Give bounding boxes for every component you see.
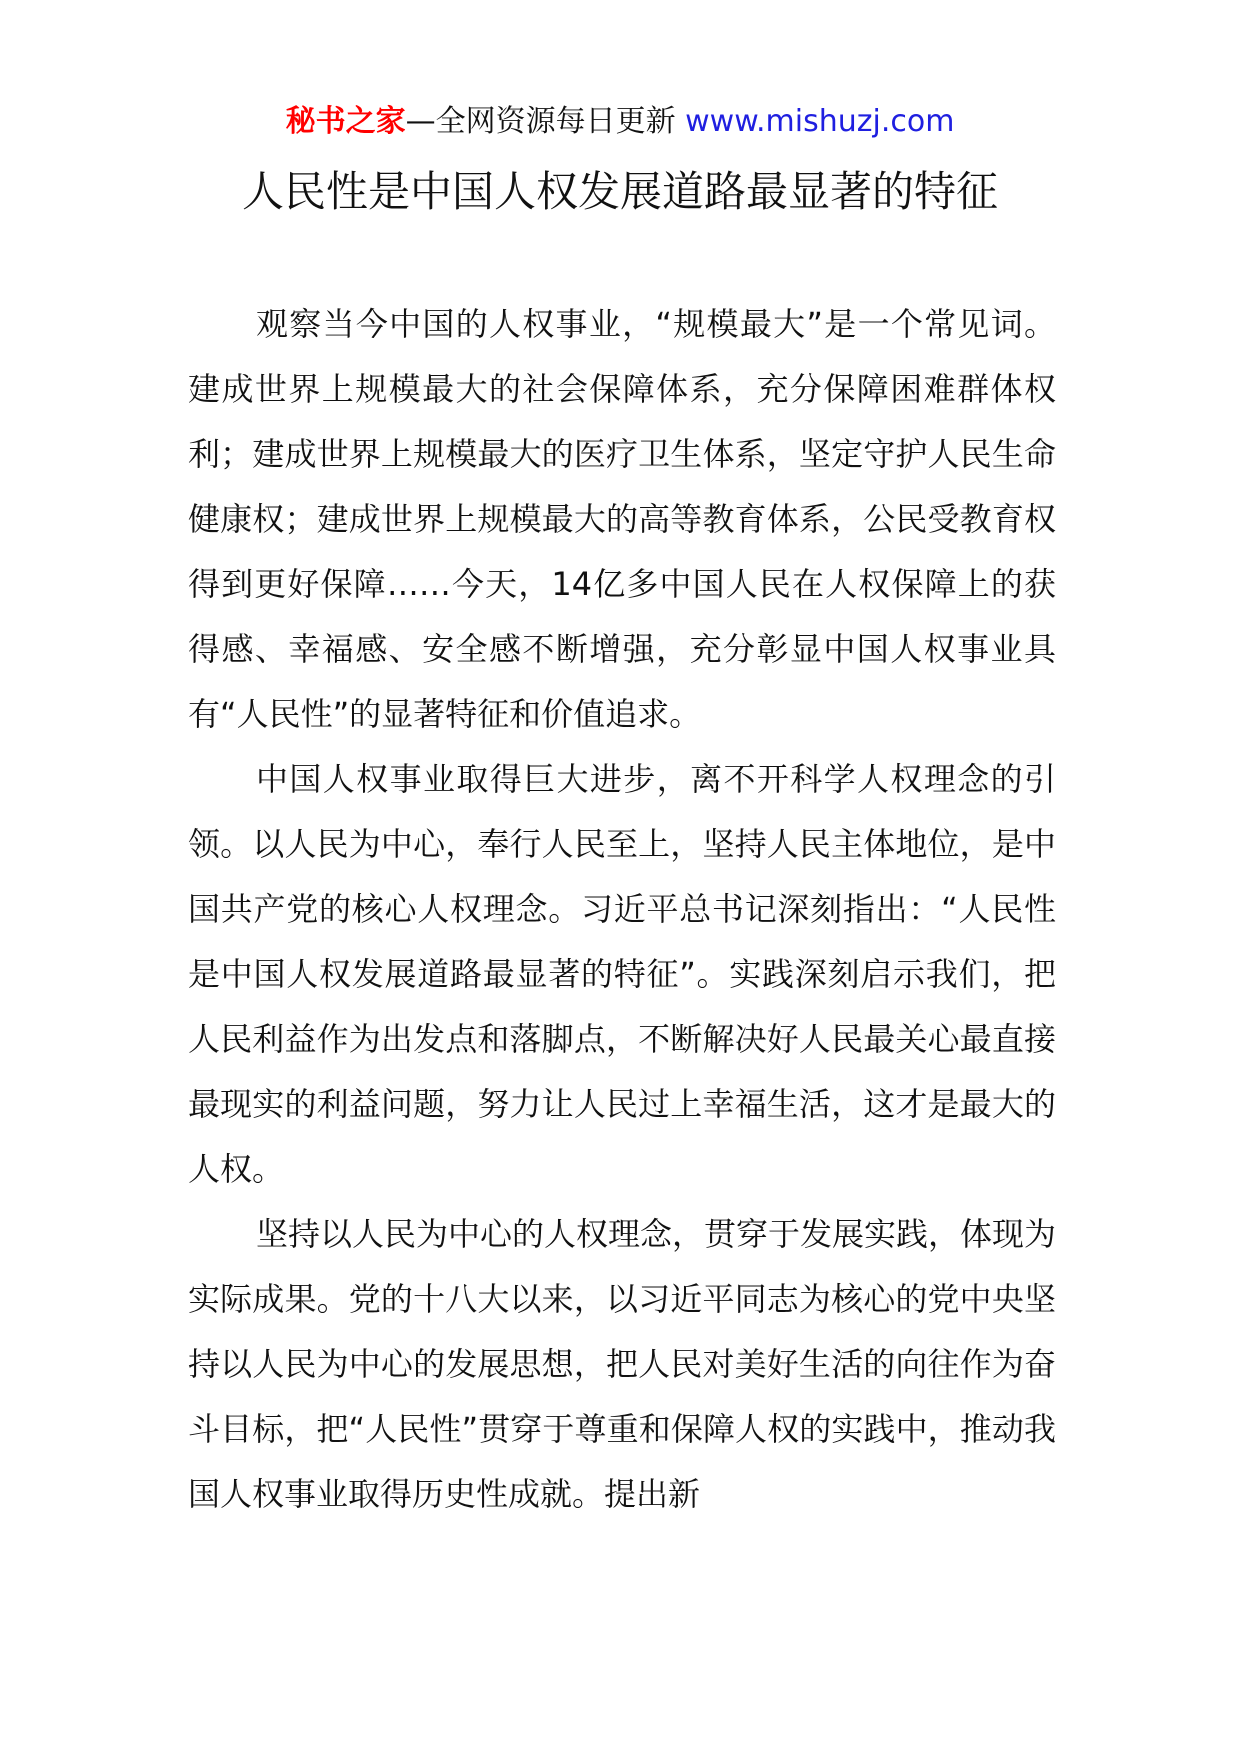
paragraph-2: 中国人权事业取得巨大进步，离不开科学人权理念的引领。以人民为中心，奉行人民至上，坚持人民主体地位，是中国共产党的核心人权理念。习近平总书记深刻指出：“人民性是中国人权发展道路最显著的特征”。实践深刻启示我们，把人民利益作为出发点和落脚点，不断解决好人民最关心最直接最现实的利益问题，努力让人民过上幸福生活，这才是最大的人权。 bbox=[188, 760, 1056, 1188]
document-title: 人民性是中国人权发展道路最显著的特征 bbox=[241, 167, 998, 216]
paragraph-3: 坚持以人民为中心的人权理念，贯穿于发展实践，体现为实际成果。党的十八大以来，以习近平同志为核心的党中央坚持以人民为中心的发展思想，把人民对美好生活的向往作为奋斗目标，把“人民性”贯穿于尊重和保障人权的实践中，推动我国人权事业取得历史性成就。提出新 bbox=[188, 1215, 1057, 1513]
site-header bbox=[0, 100, 1240, 144]
brand-name: 秘书之家 bbox=[285, 104, 406, 139]
paragraph-1: 观察当今中国的人权事业，“规模最大”是一个常见词。建成世界上规模最大的社会保障体系，充分保障困难群体权利；建成世界上规模最大的医疗卫生体系，坚定守护人民生命健康权；建成世界上规模最大的高等教育体系，公民受教育权得到更好保障……今天，14亿多中国人民在人权保障上的获得感、幸福感、安全感不断增强，充分彰显中国人权事业具有“人民性”的显著特征和价值追求。 bbox=[188, 305, 1056, 733]
document-body bbox=[188, 292, 1056, 1527]
site-url-link[interactable]: www.mishuzj.com bbox=[685, 104, 955, 139]
header-tagline: —全网资源每日更新 bbox=[405, 104, 686, 139]
